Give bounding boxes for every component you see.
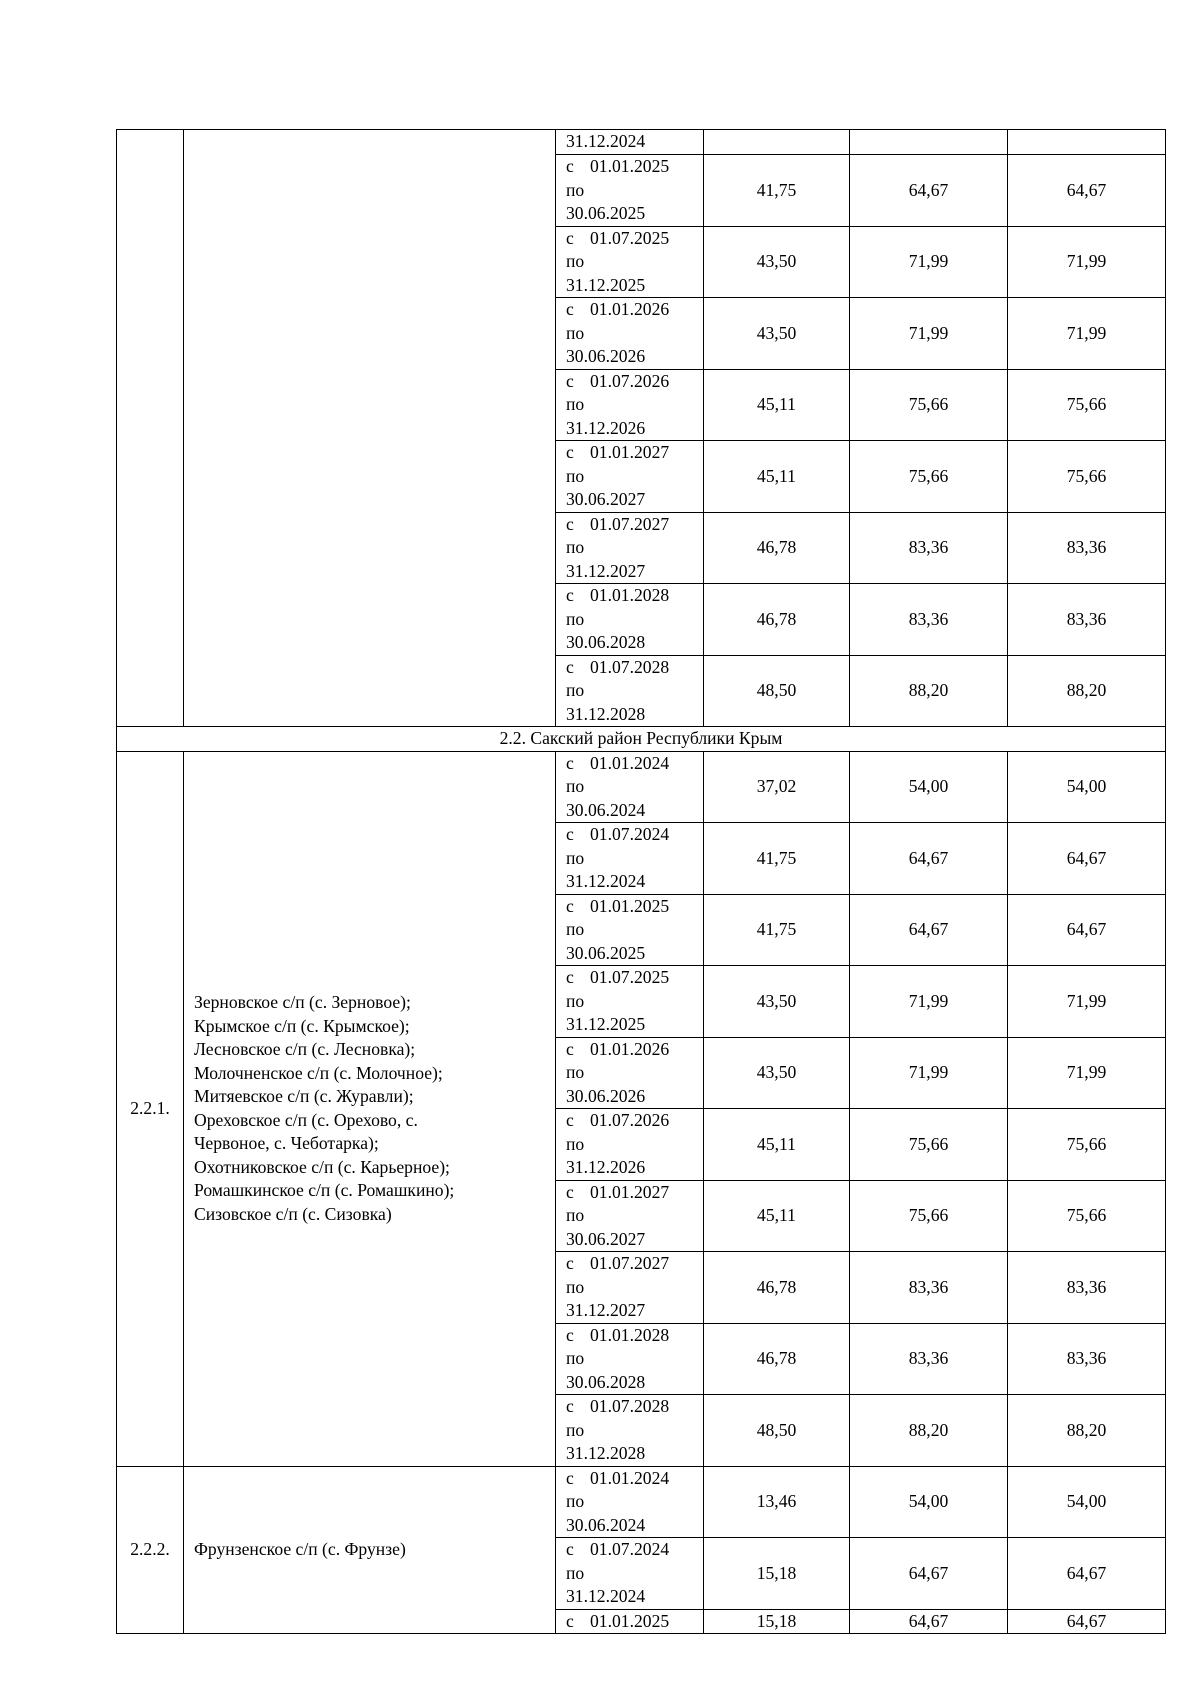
value-cell: 71,99 xyxy=(1008,298,1166,370)
period-cell: с 01.01.2025 xyxy=(556,1609,704,1634)
section-title: 2.2. Сакский район Республики Крым xyxy=(117,727,1166,752)
period-cell: с 01.01.2027 по 30.06.2027 xyxy=(556,441,704,513)
value-cell: 88,20 xyxy=(1008,1395,1166,1467)
period-cell: с 01.01.2028 по 30.06.2028 xyxy=(556,1323,704,1395)
value-cell: 64,67 xyxy=(1008,1538,1166,1610)
period-cell: с 01.01.2026 по 30.06.2026 xyxy=(556,1037,704,1109)
period-cell xyxy=(556,130,704,155)
item-number: 2.2.2. xyxy=(117,1466,184,1634)
value-cell: 43,50 xyxy=(704,966,850,1038)
value-cell: 75,66 xyxy=(850,369,1008,441)
value-cell: 75,66 xyxy=(1008,1180,1166,1252)
value-cell: 64,67 xyxy=(850,155,1008,227)
period-cell: с 01.07.2028 по 31.12.2028 xyxy=(556,1395,704,1467)
name-cell xyxy=(184,130,556,727)
value-cell: 83,36 xyxy=(1008,584,1166,656)
value-cell: 71,99 xyxy=(1008,226,1166,298)
value-cell: 71,99 xyxy=(850,226,1008,298)
value-cell: 54,00 xyxy=(1008,1466,1166,1538)
value-cell: 83,36 xyxy=(1008,1252,1166,1324)
settlement-list: Зерновское с/п (с. Зерновое); Крымское с/п (с. Крымское); Лесновское с/п (с. Лесновка); Молочненское с/п (с. Молочное); Митяевское с/п (с. Журавли); Ореховское с/п (с. Орехово, с. Червоное, с. Чеботарка); Охотниковское с/п (с. Карьерное); Ромашкинское с/п (с. Ромашкино); Сизовское с/п (с. Сизовка) xyxy=(184,751,556,1466)
value-cell: 43,50 xyxy=(704,1037,850,1109)
value-cell: 88,20 xyxy=(850,655,1008,727)
value-cell: 64,67 xyxy=(1008,1609,1166,1634)
value-cell: 83,36 xyxy=(850,584,1008,656)
value-cell: 48,50 xyxy=(704,1395,850,1467)
section-heading-row xyxy=(117,727,1166,752)
period-end: 31.12.2024 xyxy=(566,131,646,152)
period-cell: с 01.01.2027 по 30.06.2027 xyxy=(556,1180,704,1252)
table-row xyxy=(117,751,1166,823)
period-cell: с 01.07.2027 по 31.12.2027 xyxy=(556,1252,704,1324)
value-cell: 43,50 xyxy=(704,226,850,298)
value-cell: 75,66 xyxy=(850,441,1008,513)
value-cell: 45,11 xyxy=(704,369,850,441)
period-cell: с 01.01.2028 по 30.06.2028 xyxy=(556,584,704,656)
value-cell: 41,75 xyxy=(704,894,850,966)
value-cell: 54,00 xyxy=(1008,751,1166,823)
value-cell: 37,02 xyxy=(704,751,850,823)
value-cell: 83,36 xyxy=(1008,1323,1166,1395)
value-cell: 41,75 xyxy=(704,823,850,895)
value-cell: 46,78 xyxy=(704,512,850,584)
value-cell: 64,67 xyxy=(850,1609,1008,1634)
value-cell: 15,18 xyxy=(704,1538,850,1610)
value-cell: 83,36 xyxy=(1008,512,1166,584)
value-cell: 54,00 xyxy=(850,751,1008,823)
value-cell xyxy=(704,130,850,155)
value-cell: 71,99 xyxy=(850,966,1008,1038)
number-cell xyxy=(117,130,184,727)
period-cell: с 01.07.2027 по 31.12.2027 xyxy=(556,512,704,584)
value-cell: 71,99 xyxy=(850,298,1008,370)
value-cell: 75,66 xyxy=(1008,369,1166,441)
period-cell: с 01.01.2024 по 30.06.2024 xyxy=(556,1466,704,1538)
value-cell: 83,36 xyxy=(850,1323,1008,1395)
value-cell: 45,11 xyxy=(704,441,850,513)
period-cell: с 01.07.2024 по 31.12.2024 xyxy=(556,1538,704,1610)
value-cell: 54,00 xyxy=(850,1466,1008,1538)
value-cell xyxy=(850,130,1008,155)
period-cell: с 01.07.2026 по 31.12.2026 xyxy=(556,1109,704,1181)
value-cell: 83,36 xyxy=(850,1252,1008,1324)
table-row xyxy=(117,1466,1166,1538)
value-cell xyxy=(1008,130,1166,155)
value-cell: 43,50 xyxy=(704,298,850,370)
value-cell: 75,66 xyxy=(1008,1109,1166,1181)
period-cell: с 01.07.2025 по 31.12.2025 xyxy=(556,226,704,298)
value-cell: 13,46 xyxy=(704,1466,850,1538)
value-cell: 45,11 xyxy=(704,1180,850,1252)
value-cell: 75,66 xyxy=(1008,441,1166,513)
settlement-name: Фрунзенское с/п (с. Фрунзе) xyxy=(184,1466,556,1634)
value-cell: 71,99 xyxy=(1008,966,1166,1038)
value-cell: 64,67 xyxy=(1008,155,1166,227)
period-cell: с 01.01.2024 по 30.06.2024 xyxy=(556,751,704,823)
tariff-table xyxy=(116,129,1166,1634)
value-cell: 15,18 xyxy=(704,1609,850,1634)
value-cell: 41,75 xyxy=(704,155,850,227)
value-cell: 71,99 xyxy=(850,1037,1008,1109)
value-cell: 64,67 xyxy=(1008,894,1166,966)
value-cell: 88,20 xyxy=(850,1395,1008,1467)
value-cell: 64,67 xyxy=(1008,823,1166,895)
period-cell: с 01.07.2024 по 31.12.2024 xyxy=(556,823,704,895)
period-cell: с 01.01.2026 по 30.06.2026 xyxy=(556,298,704,370)
period-cell: с 01.07.2026 по 31.12.2026 xyxy=(556,369,704,441)
period-cell: с 01.01.2025 по 30.06.2025 xyxy=(556,155,704,227)
value-cell: 83,36 xyxy=(850,512,1008,584)
period-cell: с 01.01.2025 по 30.06.2025 xyxy=(556,894,704,966)
item-number: 2.2.1. xyxy=(117,751,184,1466)
value-cell: 88,20 xyxy=(1008,655,1166,727)
value-cell: 64,67 xyxy=(850,1538,1008,1610)
value-cell: 64,67 xyxy=(850,894,1008,966)
value-cell: 46,78 xyxy=(704,1323,850,1395)
table-row xyxy=(117,130,1166,155)
value-cell: 75,66 xyxy=(850,1180,1008,1252)
value-cell: 64,67 xyxy=(850,823,1008,895)
period-cell: с 01.07.2025 по 31.12.2025 xyxy=(556,966,704,1038)
value-cell: 71,99 xyxy=(1008,1037,1166,1109)
value-cell: 45,11 xyxy=(704,1109,850,1181)
value-cell: 46,78 xyxy=(704,1252,850,1324)
period-cell: с 01.07.2028 по 31.12.2028 xyxy=(556,655,704,727)
value-cell: 75,66 xyxy=(850,1109,1008,1181)
value-cell: 46,78 xyxy=(704,584,850,656)
value-cell: 48,50 xyxy=(704,655,850,727)
